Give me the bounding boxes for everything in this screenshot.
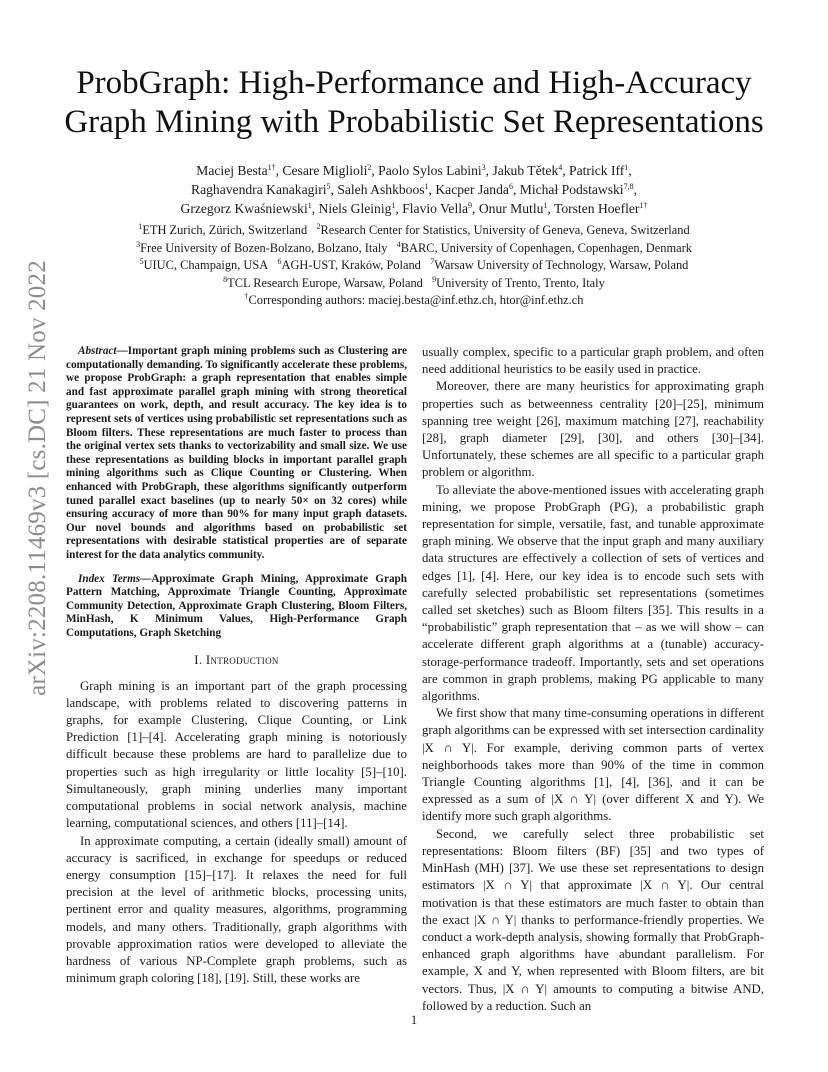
affiliation: ETH Zurich, Zürich, Switzerland (142, 223, 308, 237)
affiliation-mark: 3 (136, 239, 141, 249)
paragraph: usually complex, specific to a particular graph problem, and often need additional heuristics to be easily used in practice. (422, 345, 764, 377)
author-mark: 1 (307, 201, 312, 210)
abstract-text: —Important graph mining problems such as Clustering are computationally demanding. To significantly accelerate these problems, we propose ProbGraph: a graph representation that enables simple and fast approximate parallel graph mining with strong theoretical guarantees on work, depth, and result accuracy. The key idea is to represent sets of vertices using probabilistic set representations such as Bloom filters. These representations are much faster to process than the original vertex sets thanks to vectorizability and small size. We use these representations as building blocks in important parallel graph mining algorithms such as Clique Counting or Clustering. When enhanced with ProbGraph, these algorithms significantly outperform tuned parallel exact baselines (up to nearly 50× on 32 cores) while ensuring accuracy of more than 90% for many input graph datasets. Our novel bounds and algorithms based on probabilistic set representations with desirable statistical properties are of separate interest for the data analytics community. (66, 345, 407, 561)
affiliation: BARC, University of Copenhagen, Copenhagen, Denmark (400, 240, 692, 255)
author-mark: 9 (468, 201, 473, 210)
abstract-lead: Abstract (78, 345, 117, 357)
author-mark: 3 (481, 163, 486, 172)
affiliation-mark: 4 (396, 239, 401, 249)
affiliation-mark: † (244, 292, 249, 301)
page-number: 1 (410, 1013, 418, 1027)
author: Kacper Janda (435, 182, 509, 197)
left-column (66, 345, 407, 987)
affiliation: Corresponding authors: maciej.besta@inf.ethz.ch, htor@inf.ethz.ch (248, 293, 584, 307)
author: Raghavendra Kanakagiri (191, 182, 327, 197)
affiliation: Research Center for Statistics, University of Geneva, Geneva, Switzerland (320, 223, 690, 237)
paper-title: ProbGraph: High-Performance and High-Accuracy Graph Mining with Probabilistic Set Representations (64, 65, 764, 140)
affiliation: University of Trento, Trento, Italy (436, 275, 605, 290)
index-terms-lead: Index Terms (78, 572, 141, 585)
paragraph: Moreover, there are many heuristics for approximating graph properties such as betweenness centrality [20]–[25], minimum spanning tree weight [26], maximum matching [27], reachability [28], graph diameter [29], [30], and others [30]–[34]. Unfortunately, these schemes are all specific to a particular graph problem or algorithm. (422, 379, 764, 480)
author: Jakub Tětek (492, 163, 559, 178)
paragraph: In approximate computing, a certain (ideally small) amount of accuracy is sacrificed, in exchange for speedups or reduced energy consumption [15]–[17]. It relaxes the need for full precision at the level of arithmetic blocks, processing units, pertinent error and quality measures, algorithms, programming models, and many others. Traditionally, graph algorithms with provable approximation ratios were developed to alleviate the hardness of various NP-Complete graph problems, such as minimum graph coloring [18], [19]. Still, these works are (66, 833, 407, 986)
author-mark: 6 (508, 182, 513, 191)
author-mark: 7,8 (623, 182, 634, 191)
abstract (66, 345, 407, 563)
affiliation-mark: 1 (138, 222, 143, 231)
affiliation-list (70, 222, 758, 310)
paragraph: We first show that many time-consuming operations in different graph algorithms can be expressed with set intersection cardinality |X ∩ Y|. For example, deriving common parts of vertex neighborhoods takes more than 90% of the time in common Triangle Counting algorithms [1], [4], [36], and it can be expressed as a sum of |X ∩ Y| (over different X and Y). We identify more such graph algorithms. (422, 706, 764, 824)
author: Flavio Vella (402, 201, 469, 216)
author-mark: 1 (624, 163, 629, 172)
section-heading: I. Introduction (194, 653, 279, 668)
affiliation-mark: 9 (432, 274, 437, 284)
author: Patrick Iff (569, 163, 625, 178)
author-list: Maciej Besta$^{1\dagger}$, Cesare Miglioli$^2$, Paolo Sylos Labini$^3$, Jakub Tětek$^4$, Patrick Iff$^1$, Raghavendra Kanakagiri$^5$, Saleh Ashkboos$^1$, Kacper Janda$^6$, Michał Podstawski$^{7,8}$, Grzegorz Kwaśniewski$^1$, Niels Gleinig$^1$, Flavio Vella$^9$, Onur Mutlu$^1$, Torsten Hoefler$^{1\dagger}$ (180, 163, 648, 216)
author-mark: 2 (367, 163, 372, 172)
author: Niels Gleinig (318, 201, 392, 216)
paragraph: Graph mining is an important part of the graph processing landscape, with problems related to discovering patterns in graphs, for example Clustering, Clique Counting, or Link Prediction [1]–[4]. Accelerating graph mining is notoriously difficult because these problems are hard to parallelize due to properties such as high irregularity or little locality [5]–[10]. Simultaneously, graph mining underlies many important computational problems in social network analysis, machine learning, computational sciences, and others [11]–[14]. (66, 678, 407, 831)
affiliation-mark: 2 (316, 222, 321, 231)
arxiv-identifier-stamp (18, 260, 58, 696)
affiliation-mark: 5 (139, 257, 144, 266)
author-mark: 1 (543, 201, 548, 210)
paragraph: To alleviate the above-mentioned issues with accelerating graph mining, we propose ProbGraph (PG), a probabilistic graph representation for simple, versatile, fast, and tunable approximate graph mining. We observe that the input graph and many auxiliary data structures are effectively a collection of sets of vertices and edges [1], [4]. Here, our key idea is to encode such sets with carefully selected probabilistic set representations (sometimes called set sketches) such as Bloom filters [35]. This results in a “probabilistic” graph representation that – as we will show – can accelerate different graph algorithms at a (tunable) accuracy-storage-performance tradeoff. Importantly, sets and set operations are common in graph problems, making PG applicable to many algorithms. (422, 482, 764, 704)
author: Grzegorz Kwaśniewski (180, 201, 308, 216)
affiliation-mark: 6 (277, 257, 282, 266)
right-column (422, 344, 764, 1015)
author: Torsten Hoefler (553, 201, 640, 216)
arxiv-id: arXiv:2208.11469v3 [cs.DC] 21 Nov 2022 (24, 260, 51, 696)
author: Onur Mutlu (478, 201, 544, 216)
affiliation: Free University of Bozen-Bolzano, Bolzano, Italy (140, 240, 388, 255)
author-mark: 1 (391, 201, 396, 210)
author: Michał Podstawski (519, 182, 624, 197)
author: Cesare Miglioli (282, 163, 368, 178)
author-mark: 1† (267, 163, 276, 172)
affiliation-mark: 8 (223, 274, 228, 284)
author-mark: 5 (326, 182, 331, 191)
author-mark: 1 (424, 182, 429, 191)
affiliation: AGH-UST, Kraków, Poland (281, 258, 421, 272)
affiliation: UIUC, Champaign, USA (143, 258, 269, 272)
author-mark: 4 (558, 163, 563, 172)
index-terms-text: —Approximate Graph Mining, Approximate Graph Pattern Matching, Approximate Triangle Counting, Approximate Community Detection, Approximate Graph Clustering, Bloom Filters, MinHash, K Minimum Values, High-Performance Graph Computations, Graph Sketching (66, 572, 407, 639)
author: Paolo Sylos Labini (378, 163, 482, 178)
author-mark: 1† (639, 201, 648, 210)
affiliation: Warsaw University of Technology, Warsaw, Poland (434, 258, 689, 272)
index-terms (66, 573, 407, 641)
affiliation: TCL Research Europe, Warsaw, Poland (227, 275, 423, 290)
affiliation-mark: 7 (430, 257, 435, 266)
author: Maciej Besta (196, 163, 268, 178)
paragraph: Second, we carefully select three probabilistic set representations: Bloom filters (BF) [35] and two types of MinHash (MH) [37]. We use these set representations to design estimators |X ∩ Y| that approximate |X ∩ Y|. Our central motivation is that these estimators are much faster to obtain than the exact |X ∩ Y| thanks to performance-friendly properties. We conduct a work-depth analysis, showing formally that ProbGraph-enhanced graph algorithms have abundant parallelism. For example, X and Y, when represented with Bloom filters, are bit vectors. Thus, |X ∩ Y| amounts to computing a bitwise AND, followed by a reduction. Such an (422, 826, 764, 1013)
author: Saleh Ashkboos (337, 182, 425, 197)
